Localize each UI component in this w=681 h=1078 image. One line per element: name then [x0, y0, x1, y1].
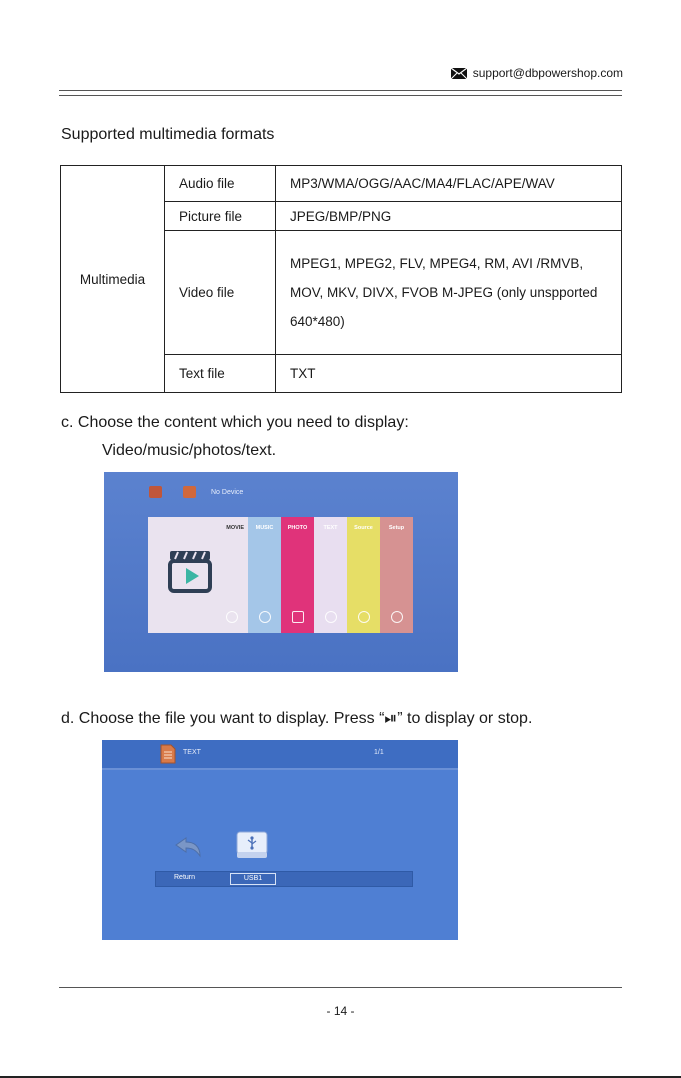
document-icon [160, 744, 176, 764]
main-menu-screenshot [104, 472, 458, 672]
menu-card-source[interactable] [347, 517, 380, 633]
usb-device-icon [183, 486, 196, 498]
usb-drive-icon[interactable] [234, 828, 270, 860]
step-c-options: Video/music/photos/text. [102, 442, 277, 459]
header-rule [59, 90, 622, 91]
file-type-cell: Video file [165, 231, 276, 355]
envelope-icon [451, 68, 467, 79]
page-number: - 14 - [326, 1004, 355, 1018]
header-email [451, 66, 623, 80]
header-rule-second [59, 95, 622, 96]
table-row [61, 166, 622, 202]
formats-table [60, 165, 622, 393]
menu-label-photo: PHOTO [287, 525, 308, 531]
source-icon [358, 611, 370, 623]
footer-rule [59, 987, 622, 988]
file-type-cell: Text file [165, 355, 276, 393]
menu-card-photo[interactable] [281, 517, 314, 633]
formats-cell: MP3/WMA/OGG/AAC/MA4/FLAC/APE/WAV [276, 166, 622, 202]
movie-clapper-icon [166, 547, 214, 595]
menu-label-source: Source [354, 525, 373, 531]
step-c-instruction: c. Choose the content which you need to display: [61, 414, 409, 431]
browser-title: TEXT [183, 749, 201, 756]
email-text: support@dbpowershop.com [472, 66, 623, 80]
file-browser-screenshot [102, 740, 458, 940]
menu-label-movie: MOVIE [226, 525, 244, 531]
file-type-cell: Picture file [165, 202, 276, 231]
menu-label-music: MUSIC [255, 525, 274, 531]
page-indicator: 1/1 [374, 749, 384, 756]
home-icon [149, 486, 162, 498]
category-cell: Multimedia [61, 166, 165, 393]
formats-cell: JPEG/BMP/PNG [276, 202, 622, 231]
menu-card-setup[interactable] [380, 517, 413, 633]
music-icon [259, 611, 271, 623]
formats-cell: MPEG1, MPEG2, FLV, MPEG4, RM, AVI /RMVB, MOV, MKV, DIVX, FVOB M-JPEG (only unspported 640*480) [276, 231, 622, 355]
menu-card-music[interactable] [248, 517, 281, 633]
file-label-strip [155, 871, 413, 887]
menu-label-setup: Setup [388, 525, 405, 531]
return-arrow-icon[interactable] [174, 836, 202, 858]
usb-label[interactable]: USB1 [230, 873, 276, 885]
section-title: Supported multimedia formats [61, 126, 275, 143]
formats-cell: TXT [276, 355, 622, 393]
device-status: No Device [211, 489, 244, 496]
photo-icon [292, 611, 304, 623]
step-d-instruction: d. Choose the file you want to display. Press “⏯” to display or stop. [61, 710, 533, 727]
menu-card-text[interactable] [314, 517, 347, 633]
gear-icon [391, 611, 403, 623]
file-type-cell: Audio file [165, 166, 276, 202]
menu-card-movie[interactable] [148, 517, 248, 633]
browser-title-bar [102, 740, 458, 770]
menu-label-text: TEXT [323, 525, 338, 531]
return-label[interactable]: Return [174, 874, 196, 881]
text-icon [325, 611, 337, 623]
movie-play-icon [226, 611, 238, 623]
